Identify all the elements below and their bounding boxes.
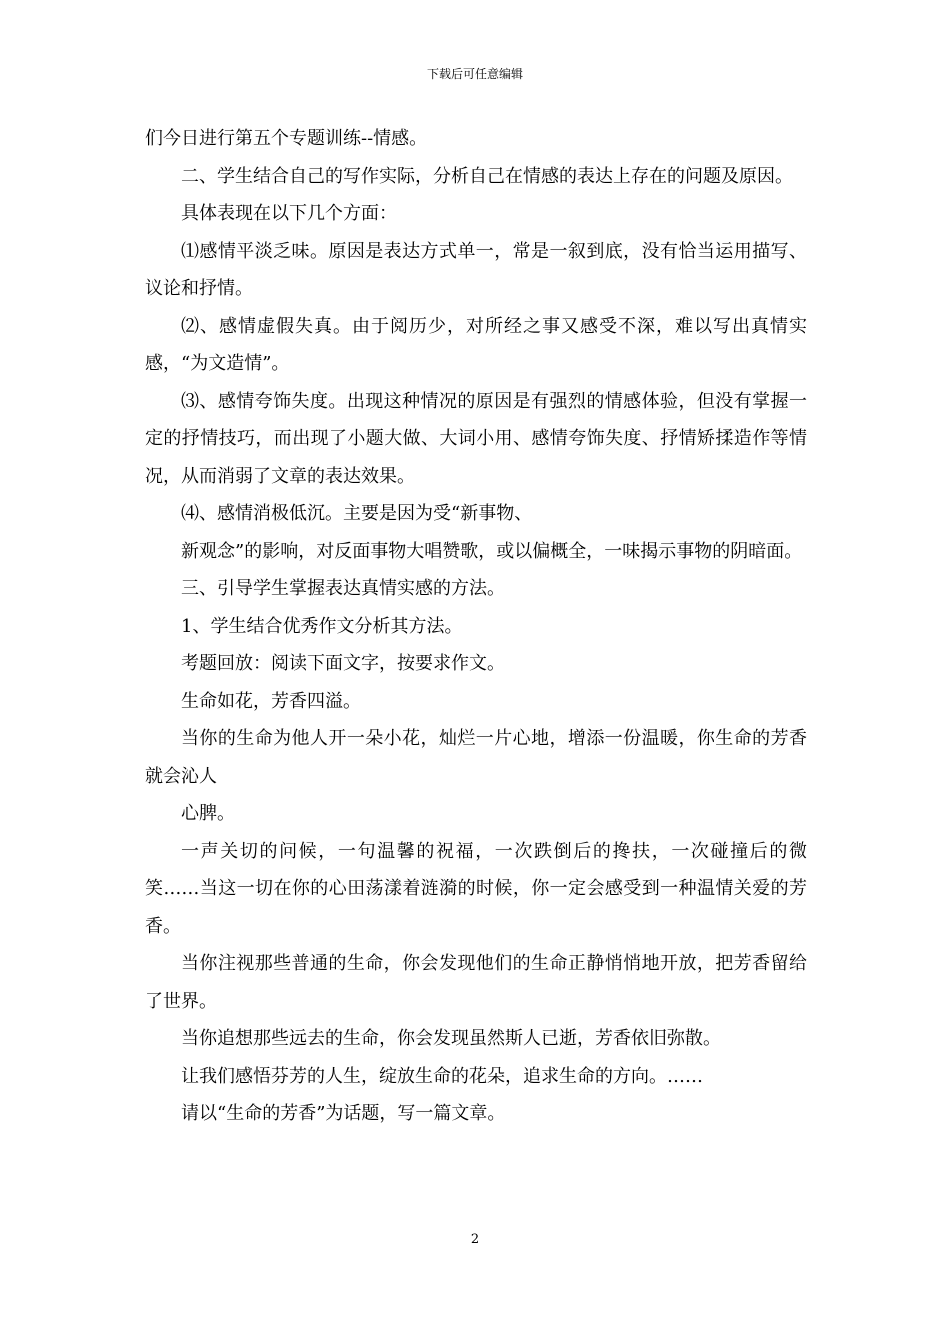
paragraph-continuation: 们今日进行第五个专题训练--情感。 bbox=[145, 128, 428, 149]
page-header: 下载后可任意编辑 bbox=[426, 67, 523, 81]
paragraph-prompt-6: 让我们感悟芬芳的人生，绽放生命的花朵，追求生命的方向。…… bbox=[181, 1065, 703, 1087]
paragraph-item-4: ⑷、感情消极低沉。主要是因为受“新事物、 bbox=[181, 503, 533, 524]
paragraph-method-1: 1、学生结合优秀作文分析其方法。 bbox=[181, 615, 463, 637]
paragraph-item-4-cont: 新观念”的影响，对反面事物大唱赞歌，或以偏概全，一味揭示事物的阴暗面。 bbox=[181, 540, 803, 562]
paragraph-prompt-2: 当你的生命为他人开一朵小花，灿烂一片心地，增添一份温暖，你生命的芳香就会沁人 bbox=[145, 728, 807, 787]
paragraph-prompt-5: 当你追想那些远去的生命，你会发现虽然斯人已逝，芳香依旧弥散。 bbox=[181, 1028, 721, 1049]
paragraph-item-3: ⑶、感情夸饰失度。出现这种情况的原因是有强烈的情感体验，但没有掌握一定的抒情技巧，而出现了小题大做、大词小用、感情夸饰失度、抒情矫揉造作等情况，从而消弱了文章的表达效果。 bbox=[145, 390, 807, 487]
paragraph-prompt-4: 当你注视那些普通的生命，你会发现他们的生命正静悄悄地开放，把芳香留给了世界。 bbox=[145, 953, 807, 1012]
paragraph-task: 请以“生命的芳香”为话题，写一篇文章。 bbox=[181, 1103, 506, 1124]
page-number: 2 bbox=[470, 1232, 480, 1247]
paragraph-section-two: 二、学生结合自己的写作实际，分析自己在情感的表达上存在的问题及原因。 bbox=[181, 165, 793, 187]
paragraph-aspects-intro: 具体表现在以下几个方面： bbox=[181, 203, 397, 224]
paragraph-prompt-3: 一声关切的问候，一句温馨的祝福，一次跌倒后的搀扶，一次碰撞后的微笑……当这一切在你的心田荡漾着涟漪的时候，你一定会感受到一种温情关爱的芳香。 bbox=[145, 840, 807, 937]
paragraph-prompt-1: 生命如花，芳香四溢。 bbox=[181, 690, 361, 712]
document-body bbox=[145, 120, 807, 1133]
paragraph-item-2: ⑵、感情虚假失真。由于阅历少，对所经之事又感受不深，难以写出真情实感，“为文造情”。 bbox=[145, 315, 807, 374]
paragraph-section-three: 三、引导学生掌握表达真情实感的方法。 bbox=[181, 578, 505, 599]
paragraph-item-1: ⑴感情平淡乏味。原因是表达方式单一，常是一叙到底，没有恰当运用描写、议论和抒情。 bbox=[145, 240, 807, 299]
paragraph-prompt-2-cont: 心脾。 bbox=[181, 803, 235, 824]
paragraph-exam-review: 考题回放：阅读下面文字，按要求作文。 bbox=[181, 653, 505, 674]
